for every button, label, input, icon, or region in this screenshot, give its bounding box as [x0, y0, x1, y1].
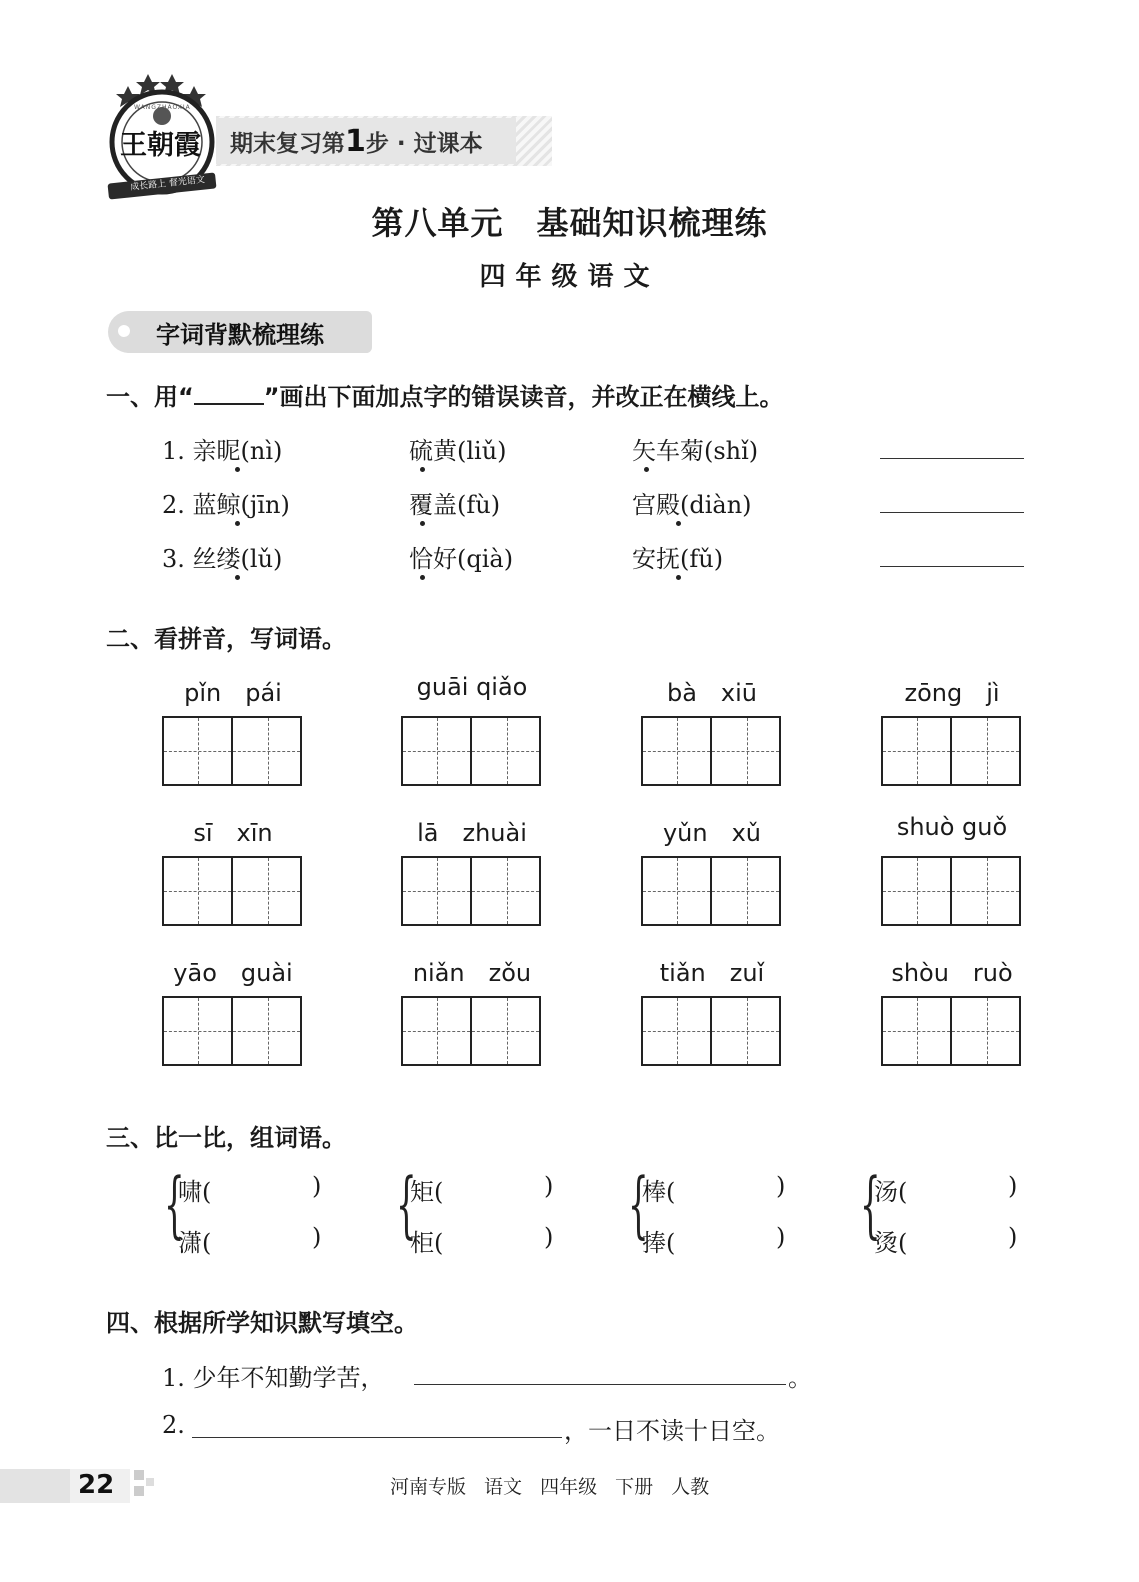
pinyin-label: sī xīn [193, 819, 273, 847]
pinyin-label: pǐn pái [184, 679, 282, 707]
section-pill-dot [118, 325, 130, 337]
q1-item-3-3: 安抚(fǔ) [632, 545, 724, 573]
grid-guide [164, 1031, 300, 1032]
q1-title-b: ”画出下面加点字的错误读音，并改正在横线上。 [263, 383, 784, 411]
q1-answer-blank-2[interactable] [880, 512, 1024, 513]
pinyin-label: shòu ruò [891, 959, 1013, 987]
emphasis-dot [235, 467, 240, 472]
close-paren: ) [544, 1172, 554, 1200]
compare-char: 柜( [410, 1229, 444, 1257]
grid-guide [643, 751, 779, 752]
pinyin-label: guāi qiǎo [416, 673, 528, 701]
q1-item-1-1: 1. 亲昵(nì) [162, 437, 283, 465]
q1-item-2-2: 覆盖(fù) [409, 491, 501, 519]
q1-answer-blank-3[interactable] [880, 566, 1024, 567]
compare-char: 棒( [642, 1178, 676, 1206]
compare-char: 烫( [874, 1229, 908, 1257]
pinyin-label: shuò guǒ [896, 813, 1008, 841]
q1-answer-blank-1[interactable] [880, 458, 1024, 459]
section-label: 字词背默梳理练 [156, 321, 324, 349]
pinyin-label: lā zhuài [417, 819, 527, 847]
q2-title: 二、看拼音，写词语。 [106, 625, 346, 653]
close-paren: ) [776, 1172, 786, 1200]
grid-guide [643, 1031, 779, 1032]
emphasis-dot [644, 467, 649, 472]
step-number: 1 [345, 124, 366, 159]
emphasis-dot [420, 521, 425, 526]
compare-char: 矩( [410, 1178, 444, 1206]
brace: { [860, 1162, 881, 1246]
q1-item-1-2: 硫黄(liǔ) [409, 437, 507, 465]
q4-line2-prefix: 2. [162, 1411, 185, 1439]
footer-decor [134, 1486, 144, 1496]
footer-info: 河南专版 语文 四年级 下册 人教 [390, 1476, 710, 1498]
pinyin-label: bà xiū [666, 679, 758, 707]
badge-name: 王朝霞 [120, 130, 201, 161]
tianzige-box[interactable] [401, 716, 541, 786]
emphasis-dot [235, 521, 240, 526]
tianzige-box[interactable] [641, 716, 781, 786]
footer-band [0, 1469, 70, 1503]
compare-char: 捧( [642, 1229, 676, 1257]
close-paren: ) [776, 1223, 786, 1251]
compare-char: 潇( [178, 1229, 212, 1257]
pinyin-label: tiǎn zuǐ [659, 959, 765, 987]
grid-guide [164, 891, 300, 892]
q4-line1-prefix: 1. 少年不知勤学苦， [162, 1364, 385, 1392]
q1-item-3-1: 3. 丝缕(lǔ) [162, 545, 283, 573]
pinyin-label: niǎn zǒu [412, 959, 532, 987]
q1-item-1-3: 矢车菊(shǐ) [632, 437, 759, 465]
q1-item-2-3: 宫殿(diàn) [632, 491, 752, 519]
grid-guide [883, 1031, 1019, 1032]
compare-char: 汤( [874, 1178, 908, 1206]
compare-char: 啸( [178, 1178, 212, 1206]
page-title: 第八单元 基础知识梳理练 [371, 204, 768, 242]
brace: { [396, 1162, 417, 1246]
footer-decor [146, 1478, 154, 1486]
pinyin-label: zōng jì [904, 679, 1000, 707]
grid-guide [883, 891, 1019, 892]
grid-guide [403, 891, 539, 892]
grid-guide [164, 751, 300, 752]
tianzige-box[interactable] [881, 996, 1021, 1066]
tianzige-box[interactable] [401, 996, 541, 1066]
grid-guide [883, 751, 1019, 752]
close-paren: ) [544, 1223, 554, 1251]
emphasis-dot [420, 575, 425, 580]
brace: { [628, 1162, 649, 1246]
tianzige-box[interactable] [881, 856, 1021, 926]
brace: { [164, 1162, 185, 1246]
tianzige-box[interactable] [881, 716, 1021, 786]
tianzige-box[interactable] [162, 716, 302, 786]
page-number: 22 [78, 1470, 115, 1500]
q1-item-3-2: 恰好(qià) [409, 545, 514, 573]
q1-title [106, 377, 784, 412]
tianzige-box[interactable] [162, 996, 302, 1066]
q1-underline-sample [194, 385, 264, 405]
q1-title-a: 一、用“ [106, 383, 194, 411]
close-paren: ) [1008, 1172, 1018, 1200]
tianzige-box[interactable] [162, 856, 302, 926]
q4-blank-2[interactable] [192, 1437, 562, 1438]
badge-ribbon-text: 成长路上 督光语文 [129, 175, 206, 193]
step-header [230, 124, 483, 159]
grid-guide [403, 1031, 539, 1032]
q4-line1-end: 。 [788, 1364, 812, 1392]
close-paren: ) [1008, 1223, 1018, 1251]
q4-blank-1[interactable] [414, 1384, 786, 1385]
emphasis-dot [676, 521, 681, 526]
tianzige-box[interactable] [641, 856, 781, 926]
badge-arc-text: WANGZHAOXIA [134, 104, 191, 111]
close-paren: ) [312, 1223, 322, 1251]
q3-title: 三、比一比，组词语。 [106, 1124, 346, 1152]
pinyin-label: yāo guài [173, 959, 293, 987]
emphasis-dot [235, 575, 240, 580]
tianzige-box[interactable] [641, 996, 781, 1066]
grid-guide [403, 751, 539, 752]
q4-title: 四、根据所学知识默写填空。 [106, 1309, 418, 1337]
q1-item-2-1: 2. 蓝鲸(jīn) [162, 491, 290, 519]
pinyin-label: yǔn xǔ [662, 819, 762, 847]
step-prefix: 期末复习第 [230, 131, 345, 157]
step-suffix: 步 · 过课本 [365, 131, 483, 157]
tianzige-box[interactable] [401, 856, 541, 926]
footer-decor [134, 1470, 144, 1480]
emphasis-dot [420, 467, 425, 472]
q4-line2-suffix: ，一日不读十日空。 [564, 1417, 780, 1445]
page-subtitle: 四年级语文 [479, 262, 660, 292]
close-paren: ) [312, 1172, 322, 1200]
grid-guide [643, 891, 779, 892]
emphasis-dot [676, 575, 681, 580]
